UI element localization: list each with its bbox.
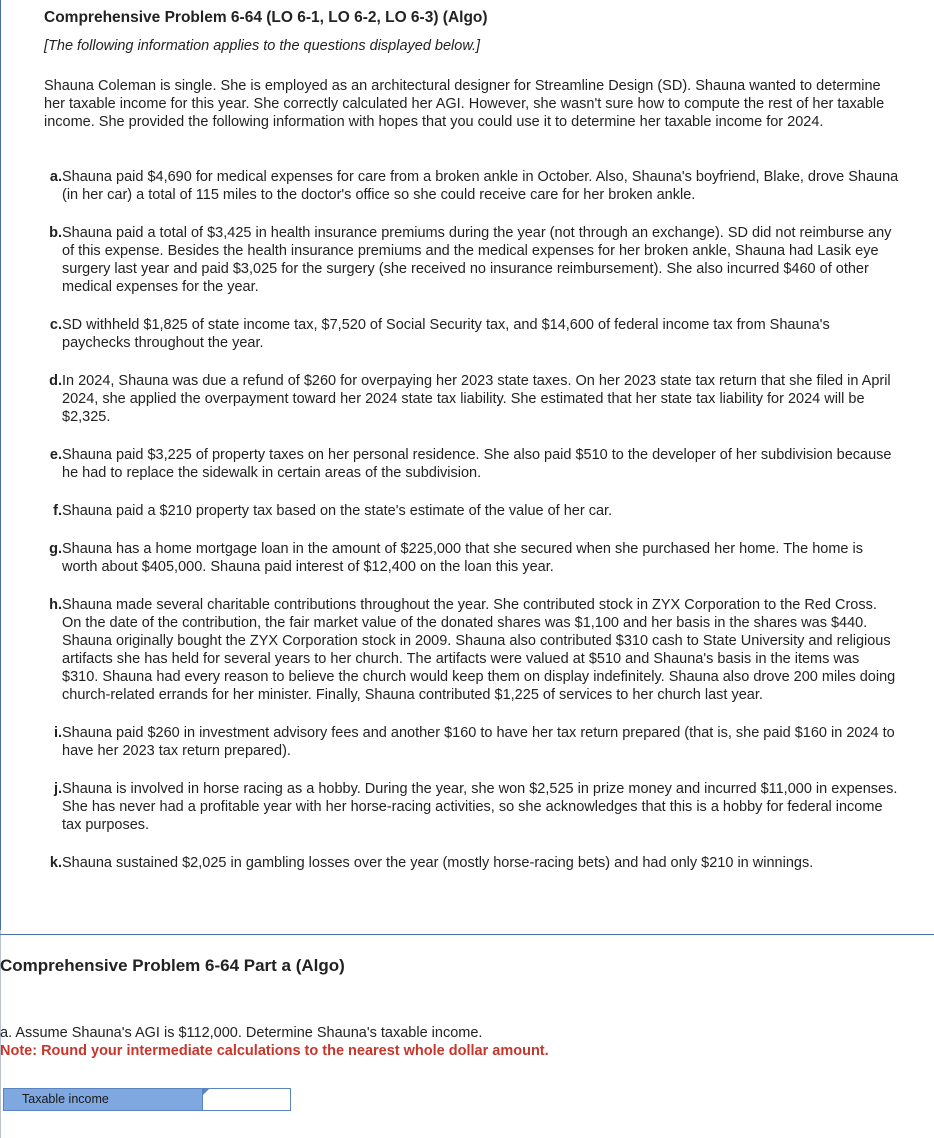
list-item [44,168,899,204]
item-letter: c. [49,317,62,333]
context-note: [The following information applies to the questions displayed below.] [44,38,481,54]
part-title: Comprehensive Problem 6-64 Part a (Algo) [0,956,345,975]
item-letter: b. [49,225,62,241]
item-text: SD withheld $1,825 of state income tax, $7,520 of Social Security tax, and $14,600 of federal income tax from Shauna's paychecks throughout the year. [62,317,830,351]
list-item [44,372,899,426]
item-text: Shauna is involved in horse racing as a hobby. During the year, she won $2,525 in prize money and incurred $11,000 in expenses. She has never had a profitable year with her horse-racing activities, so she acknowledges that this is a hobby for federal income tax purposes. [62,781,898,833]
answer-row [3,1088,291,1111]
list-item [44,596,899,704]
problem-title: Comprehensive Problem 6-64 (LO 6-1, LO 6-2, LO 6-3) (Algo) [44,9,488,26]
section-divider [0,934,934,935]
item-text: Shauna made several charitable contributions throughout the year. She contributed stock in ZYX Corporation to the Red Cross. On the date of the contribution, the fair market value of the donated shares was $1,100 and her basis in the shares was $440. Shauna originally bought the ZYX Corporation stock in 2009. Shauna also contributed $310 cash to State University and religious artifacts she has held for several years to her church. The artifacts were valued at $510 and Shauna's basis in the items was $310. Shauna had every reason to believe the church would keep them on display indefinitely. Shauna also drove 200 miles doing church-related errands for her minister. Finally, Shauna contributed $1,225 of services to her church last year. [62,597,896,703]
item-text: Shauna paid a $210 property tax based on the state's estimate of the value of her car. [62,503,613,519]
item-letter: k. [49,855,62,871]
list-item [44,502,899,520]
list-item [44,540,899,576]
list-item [44,446,899,482]
taxable-income-label: Taxable income [3,1088,203,1111]
answer-input-wrap [203,1088,291,1111]
item-letter: g. [49,541,62,557]
item-letter: d. [49,373,62,389]
item-text: Shauna paid $3,225 of property taxes on her personal residence. She also paid $510 to the developer of her subdivision because he had to replace the sidewalk in certain areas of the subdivision. [62,447,892,481]
problem-intro: Shauna Coleman is single. She is employed as an architectural designer for Streamline Design (SD). Shauna wanted to determine her taxable income for this year. She correctly calculated her AGI. However, she wasn't sure how to compute the rest of her taxable income. She provided the following information with hopes that you could use it to determine her taxable income for 2024. [44,78,885,130]
item-letter: f. [53,503,62,519]
item-letter: e. [49,447,62,463]
list-item [44,724,899,760]
item-text: Shauna sustained $2,025 in gambling losses over the year (mostly horse-racing bets) and had only $210 in winnings. [62,855,814,871]
part-question: a. Assume Shauna's AGI is $112,000. Determine Shauna's taxable income. [0,1025,483,1041]
item-letter: i. [53,725,62,741]
item-letter: j. [53,781,62,797]
item-letter: a. [49,169,62,185]
list-item [44,224,899,296]
item-text: Shauna paid $260 in investment advisory fees and another $160 to have her tax return prepared (that is, she paid $160 in 2024 to have her 2023 tax return prepared). [62,725,895,759]
item-text: Shauna paid a total of $3,425 in health insurance premiums during the year (not through an exchange). SD did not reimburse any of this expense. Besides the health insurance premiums and the medical expenses for her broken ankle, Shauna had Lasik eye surgery last year and paid $3,025 for the surgery (she received no insurance reimbursement). She also incurred $460 of other medical expenses for the year. [62,225,892,295]
item-letter: h. [49,597,62,613]
item-text: In 2024, Shauna was due a refund of $260 for overpaying her 2023 state taxes. On her 2023 state tax return that she filed in April 2024, she applied the overpayment toward her 2024 state tax liability. She estimated that her state tax liability for 2024 will be $2,325. [62,373,891,425]
list-item [44,854,899,872]
taxable-income-input[interactable] [203,1088,291,1111]
item-text: Shauna has a home mortgage loan in the amount of $225,000 that she secured when she purchased her home. The home is worth about $405,000. Shauna paid interest of $12,400 on the loan this year. [62,541,863,575]
list-item [44,780,899,834]
item-text: Shauna paid $4,690 for medical expenses for care from a broken ankle in October. Also, Shauna's boyfriend, Blake, drove Shauna (in her car) a total of 115 miles to the doctor's office so she could receive care for her broken ankle. [62,169,899,203]
rounding-note: Note: Round your intermediate calculations to the nearest whole dollar amount. [0,1043,549,1059]
facts-list [44,168,899,892]
list-item [44,316,899,352]
